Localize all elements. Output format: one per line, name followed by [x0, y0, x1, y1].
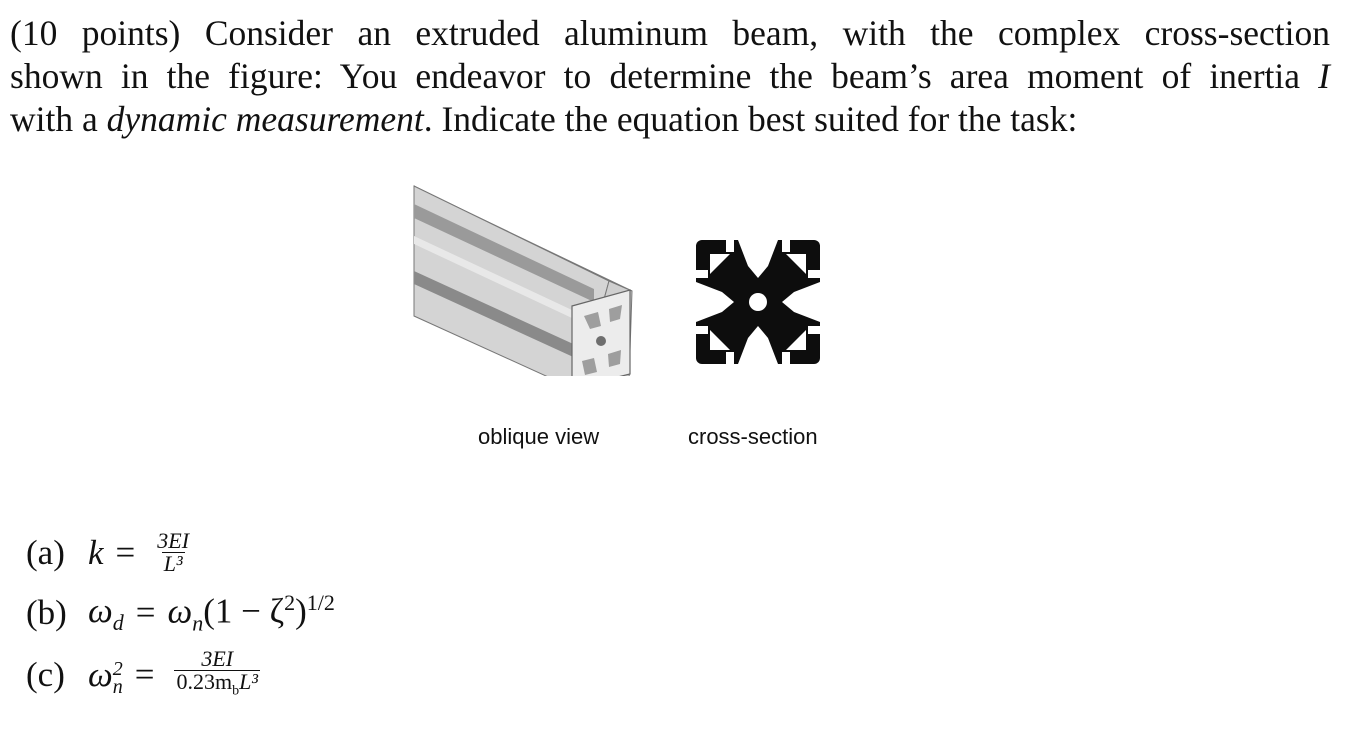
damped-frequency-symbol: $\omega_d$ — [88, 590, 124, 635]
question-line-3 — [10, 98, 1330, 141]
equals-sign: = — [135, 593, 156, 633]
option-b-rhs: $\omega_n(1 - \zeta^2)^{1/2}$ — [167, 590, 335, 636]
question-text — [10, 12, 1330, 141]
option-a-denominator: L³ — [163, 551, 183, 576]
natural-frequency-symbol: ω 2 n — [88, 654, 123, 698]
inertia-symbol: I — [1318, 56, 1330, 96]
equals-sign: = — [115, 532, 136, 572]
oblique-view-caption: oblique view — [478, 424, 600, 449]
question-line-1: (10 points) Consider an extruded aluminum beam, with the complex cross-section — [10, 13, 1330, 53]
beam-illustration — [404, 176, 844, 376]
equals-sign: = — [134, 655, 155, 695]
dynamic-measurement-text: dynamic measurement — [106, 99, 424, 139]
question-line-2-text: shown in the figure: You endeavor to determine the beam’s area moment of inertia — [10, 56, 1319, 96]
option-c-fraction — [174, 648, 259, 702]
option-b-label: (b) — [26, 593, 67, 633]
option-c[interactable] — [26, 648, 260, 702]
oblique-view-image — [414, 186, 632, 376]
cross-section-image — [696, 240, 820, 364]
cross-section-caption: cross-section — [688, 424, 818, 449]
beam-figure — [404, 176, 844, 449]
option-c-denominator: $0.23m_bL^3$ — [174, 670, 259, 702]
option-b[interactable] — [26, 590, 335, 637]
option-a[interactable] — [26, 530, 191, 575]
stiffness-symbol: k — [88, 532, 104, 572]
option-c-label: (c) — [26, 655, 65, 695]
option-a-label: (a) — [26, 532, 65, 572]
option-a-numerator: 3EI — [157, 528, 190, 553]
question-line-3-text-b: . Indicate the equation best suited for the task: — [423, 99, 1078, 139]
option-a-fraction — [155, 530, 191, 575]
option-c-numerator: 3EI — [201, 646, 234, 671]
question-line-3-text-a: with a — [10, 99, 107, 139]
question-line-2 — [10, 55, 1330, 98]
